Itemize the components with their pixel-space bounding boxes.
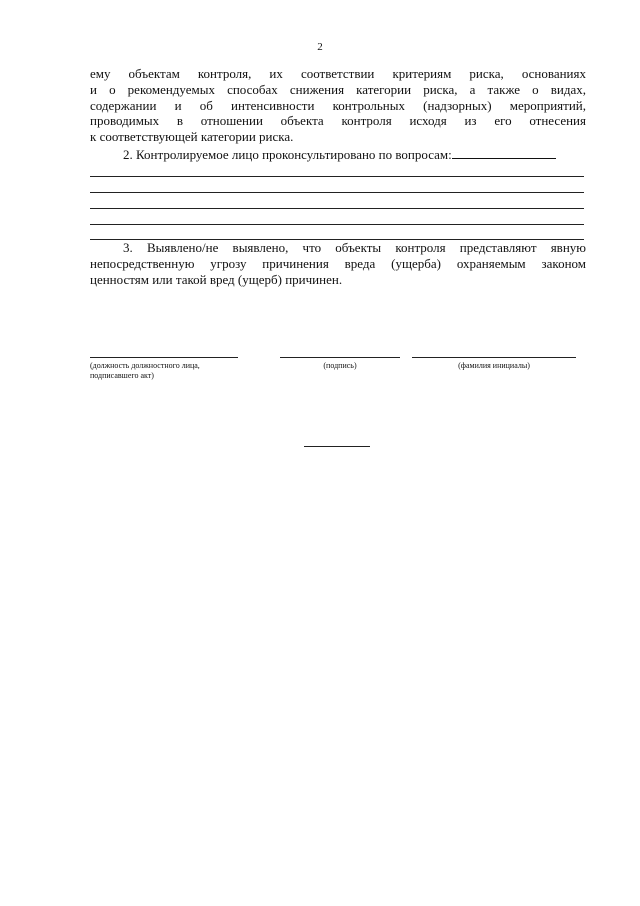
signature-line[interactable]	[280, 357, 400, 358]
position-caption-line: (должность должностного лица,	[90, 361, 200, 370]
fill-line[interactable]	[90, 208, 584, 209]
position-signature-line[interactable]	[90, 357, 238, 358]
paragraph-risk-info	[90, 66, 586, 145]
consultation-text: 2. Контролируемое лицо проконсультировано по вопросам:	[123, 147, 452, 162]
signature-caption: (подпись)	[323, 361, 357, 370]
position-caption	[90, 361, 250, 381]
text-line: ценностям или такой вред (ущерб) причинен.	[90, 271, 343, 287]
text-line: ему объектам контроля, их соответствии критериям риска, основаниях	[90, 66, 586, 81]
text-line: проводимых в отношении объекта контроля исходя из его отнесения	[90, 113, 586, 129]
text-line: и о рекомендуемых способах снижения категории риска, а также о видах,	[90, 81, 586, 97]
page-number: 2	[317, 41, 323, 53]
end-of-document-line	[304, 446, 370, 447]
text-line: непосредственную угрозу причинения вреда (ущерба) охраняемым законом	[90, 255, 586, 271]
text-line: к соответствующей категории риска.	[90, 129, 294, 145]
fill-line[interactable]	[90, 176, 584, 177]
paragraph-consultation	[90, 147, 586, 163]
name-signature-line[interactable]	[412, 357, 576, 358]
text-line: 3. Выявлено/не выявлено, что объекты контроля представляют явную	[123, 240, 586, 255]
fill-line[interactable]	[90, 224, 584, 225]
text-line: содержании и об интенсивности контрольных (надзорных) мероприятий,	[90, 97, 586, 113]
name-caption: (фамилия инициалы)	[458, 361, 530, 370]
position-caption-line: подписавшего акт)	[90, 371, 154, 380]
paragraph-threat	[90, 240, 586, 287]
consultation-blank[interactable]	[452, 147, 556, 159]
fill-line[interactable]	[90, 192, 584, 193]
